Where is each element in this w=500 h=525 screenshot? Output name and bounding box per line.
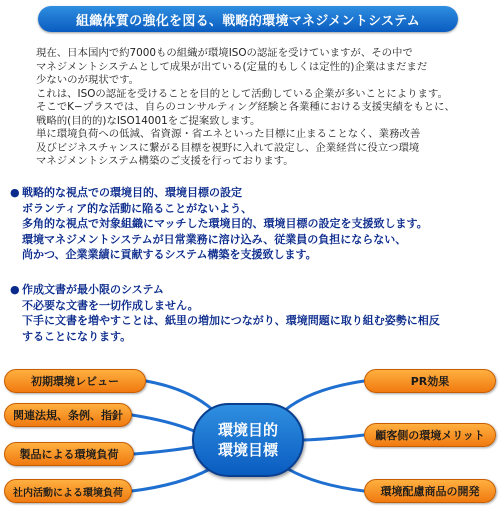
intro-line: 戦略的(目的的)なISO14001をご提案致します。 (36, 114, 261, 127)
section-line: 環境マネジメントシステムが日常業務に溶け込み、従業員の負担にならない、 (22, 232, 407, 246)
section-minimal-documents (10, 282, 495, 344)
center-goal-node (192, 403, 304, 477)
section-line: 尚かつ、企業業績に貢献するシステム構築を支援致します。 (22, 248, 317, 261)
banner-title: 組織体質の強化を図る、戦略的環境マネジメントシステム (75, 13, 421, 29)
section-heading-text: 戦略的な視点での環境目的、環境目標の設定 (22, 186, 242, 199)
section-heading (10, 185, 495, 201)
bullet-icon: ● (10, 186, 20, 199)
pill-pr-effect: PR効果 (364, 369, 496, 393)
pill-customer-merit: 顧客側の環境メリット (364, 423, 496, 447)
pill-product-impact: 製品による環境負荷 (4, 442, 134, 466)
center-line: 環境目標 (217, 441, 278, 459)
intro-line: マネジメントシステムとして成果が出ている(定量的もしくは定性的)企業はまだまだ (36, 60, 428, 73)
page-banner (38, 6, 458, 32)
intro-line: これは、ISOの認証を受けることを目的として活動している企業が多いことによります。 (36, 87, 448, 100)
pill-eco-product-development: 環境配慮商品の開発 (364, 479, 496, 503)
pill-internal-activity-impact: 社内活動による環境負荷 (4, 479, 132, 503)
connector-line (288, 469, 364, 491)
intro-line: 現在、日本国内で約7000もの組織が環境ISOの認証を受けていますが、その中で (36, 47, 413, 59)
intro-line: 少ないのが現状です。 (36, 74, 140, 86)
section-line: 不必要な文書を一切作成しません。 (22, 298, 199, 312)
intro-line: そこでK−プラスでは、自らのコンサルティング経験と各業種における支援実績をもとに、 (36, 101, 455, 113)
section-strategic-targets (10, 185, 495, 263)
pill-regulations: 関連法規、条例、指針 (4, 403, 132, 427)
connector-line (132, 469, 210, 491)
section-line: することになります。 (22, 329, 132, 343)
connector-line (284, 381, 364, 411)
connector-line (304, 435, 364, 440)
connector-line (132, 415, 194, 431)
intro-text (36, 47, 486, 169)
connector-line (146, 381, 214, 411)
bullet-icon: ● (10, 283, 20, 296)
pill-initial-review: 初期環境レビュー (4, 369, 146, 393)
section-line: ボランティア的な活動に陥ることがないよう、 (22, 201, 253, 215)
section-heading (10, 282, 495, 298)
environment-goal-diagram (0, 355, 500, 525)
intro-line: 及びビジネスチャンスに繋がる目標を視野に入れて設定し、企業経営に役立つ環境 (36, 141, 420, 154)
intro-line: マネジメントシステム構築のご支援を行っております。 (36, 155, 294, 167)
section-heading-text: 作成文書が最小限のシステム (22, 283, 164, 296)
section-line: 下手に文書を増やすことは、紙里の増加につながり、環境問題に取り組む姿勢に相反 (22, 314, 440, 327)
section-line: 多角的な視点で対象組織にマッチした環境目的、環境目標の設定を支援致します。 (22, 217, 428, 230)
connector-line (134, 447, 194, 454)
center-line: 環境目的 (217, 421, 278, 439)
intro-line: 単に環境負荷への低減、省資源・省エネといった目標に止まることなく、業務改善 (36, 128, 421, 140)
